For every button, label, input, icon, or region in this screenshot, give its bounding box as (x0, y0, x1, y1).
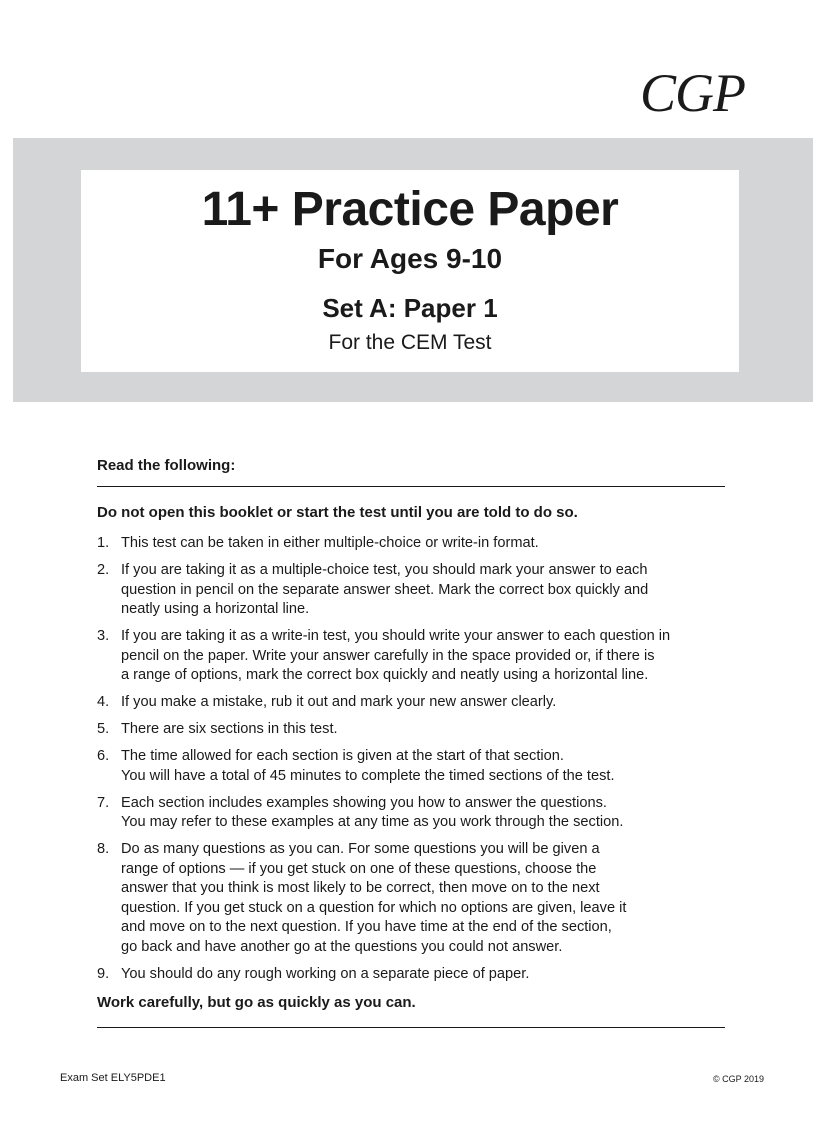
instruction-text-line: neatly using a horizontal line. (121, 601, 310, 617)
instruction-text-line: If you are taking it as a multiple-choice test, you should mark your answer to each (121, 562, 648, 578)
instruction-number: 8. (97, 841, 110, 857)
exam-set-code: Exam Set ELY5PDE1 (60, 1072, 166, 1084)
instruction-item (97, 627, 727, 686)
instruction-text-line: Do as many questions as you can. For some questions you will be given a (121, 841, 600, 857)
instruction-text-line: This test can be taken in either multiple-choice or write-in format. (121, 535, 539, 551)
divider-bottom (97, 1027, 725, 1028)
instructions-closing: Work carefully, but go as quickly as you can. (97, 994, 416, 1011)
instruction-text-line: question. If you get stuck on a question for which no options are given, leave it (121, 899, 627, 916)
instruction-text-line: You may refer to these examples at any time as you work through the section. (121, 814, 624, 830)
instruction-item (97, 794, 727, 833)
instruction-number: 9. (97, 965, 110, 982)
instruction-number: 4. (97, 694, 110, 710)
instruction-number: 5. (97, 721, 110, 737)
set-title: Set A: Paper 1 (322, 293, 498, 323)
instructions-warning: Do not open this booklet or start the test until you are told to do so. (97, 504, 578, 521)
instruction-text-line: pencil on the paper. Write your answer carefully in the space provided or, if there is (121, 647, 655, 664)
instruction-item (97, 747, 727, 786)
instruction-text-line: a range of options, mark the correct box quickly and neatly using a horizontal line. (121, 667, 649, 683)
instruction-item (97, 720, 727, 740)
instructions-heading: Read the following: (97, 457, 236, 474)
instruction-text-line: If you make a mistake, rub it out and mark your new answer clearly. (121, 694, 557, 710)
instruction-text-line: question in pencil on the separate answer sheet. Mark the correct box quickly and (121, 581, 649, 598)
instruction-item (97, 534, 727, 554)
age-subtitle: For Ages 9-10 (317, 243, 503, 274)
instruction-number: 1. (97, 535, 110, 551)
test-type: For the CEM Test (328, 331, 492, 354)
instruction-item (97, 840, 727, 957)
instruction-number: 2. (97, 562, 110, 578)
instruction-item (97, 561, 727, 620)
instruction-text-line: You will have a total of 45 minutes to complete the timed sections of the test. (121, 767, 615, 784)
instruction-number: 3. (97, 628, 110, 644)
cgp-logo: CGP (640, 63, 745, 123)
instruction-item (97, 965, 727, 985)
page-title: 11+ Practice Paper (201, 183, 619, 236)
instruction-number: 6. (97, 748, 110, 764)
instruction-text-line: If you are taking it as a write-in test, you should write your answer to each question in (121, 628, 671, 644)
instructions-list (97, 534, 727, 992)
instruction-text-line: There are six sections in this test. (121, 721, 338, 737)
instruction-text-line: The time allowed for each section is given at the start of that section. (121, 748, 564, 764)
instruction-text-line: range of options — if you get stuck on one of these questions, choose the (121, 860, 597, 877)
divider-top (97, 486, 725, 487)
instruction-text-line: answer that you think is most likely to be correct, then move on to the next (121, 880, 600, 896)
copyright-notice: © CGP 2019 (713, 1074, 764, 1084)
instruction-number: 7. (97, 794, 110, 811)
instruction-text-line: You should do any rough working on a separate piece of paper. (121, 965, 530, 982)
instruction-text-line: go back and have another go at the questions you could not answer. (121, 938, 563, 955)
instruction-item (97, 693, 727, 713)
instruction-text-line: Each section includes examples showing you how to answer the questions. (121, 794, 607, 811)
instruction-text-line: and move on to the next question. If you have time at the end of the section, (121, 919, 612, 935)
